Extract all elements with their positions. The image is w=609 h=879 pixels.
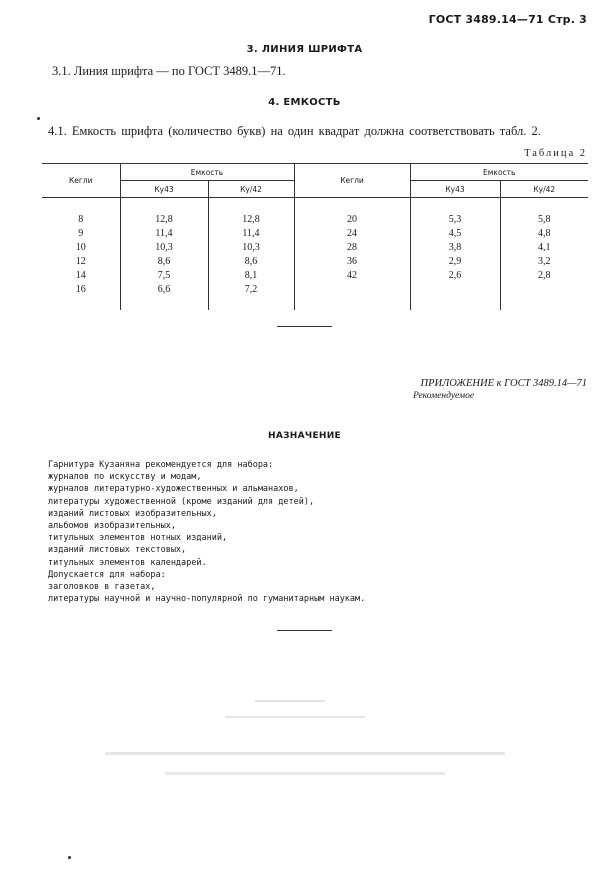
- separator-rule-2: [277, 630, 332, 631]
- separator-rule: [277, 326, 332, 327]
- table-row: 12 8,6 8,6 36 2,9 3,2: [42, 254, 588, 268]
- list-item: Гарнитура Кузаняна рекомендуется для набора:: [48, 460, 274, 470]
- list-item: заголовков в газетах,: [48, 582, 156, 593]
- dot-mark: [37, 117, 40, 120]
- appendix-subtitle: Рекомендуемое: [413, 391, 475, 401]
- col-header-emkost-right: Емкость: [410, 164, 588, 181]
- list-item: литературы художественной (кроме изданий для детей),: [48, 496, 315, 507]
- table-row: 16 6,6 7,2: [42, 282, 588, 296]
- list-item: Допускается для набора:: [48, 569, 166, 580]
- list-item: изданий листовых текстовых,: [48, 545, 187, 556]
- table-row: 9 11,4 11,4 24 4,5 4,8: [42, 226, 588, 240]
- list-item: журналов по искусству и модам,: [48, 472, 202, 483]
- list-item: титульных элементов нотных изданий,: [48, 533, 228, 544]
- col-header-ky43-right: Ку43: [410, 181, 500, 198]
- col-header-ky42-right: Ку/42: [500, 181, 588, 198]
- col-header-ky42-left: Ку/42: [208, 181, 294, 198]
- table-caption: Таблица 2: [524, 148, 587, 159]
- appendix-heading: НАЗНАЧЕНИЕ: [267, 431, 342, 441]
- purpose-list: [48, 459, 365, 605]
- section-3-text: 3.1. Линия шрифта — по ГОСТ 3489.1—71.: [52, 64, 286, 78]
- page-header: ГОСТ 3489.14—71 Стр. 3: [428, 13, 587, 26]
- capacity-table: [42, 163, 588, 310]
- table-row: 14 7,5 8,1 42 2,6 2,8: [42, 268, 588, 282]
- section-4-text: 4.1. Емкость шрифта (количество букв) на один квадрат должна соответствовать табл. 2.: [48, 124, 541, 138]
- dot-mark-2: [68, 856, 71, 859]
- col-header-kegli-left: Кегли: [42, 164, 120, 198]
- col-header-ky43-left: Ку43: [120, 181, 208, 198]
- table-row: 8 12,8 12,8 20 5,3 5,8: [42, 212, 588, 226]
- table-row: 10 10,3 10,3 28 3,8 4,1: [42, 240, 588, 254]
- list-item: журналов литературно-художественных и альманахов,: [48, 484, 299, 495]
- section-3-title: 3. ЛИНИЯ ШРИФТА: [246, 44, 363, 55]
- list-item: литературы научной и научно-популярной по гуманитарным наукам.: [48, 594, 366, 605]
- appendix-title: ПРИЛОЖЕНИЕ к ГОСТ 3489.14—71: [420, 378, 587, 389]
- col-header-emkost-left: Емкость: [120, 164, 294, 181]
- col-header-kegli-right: Кегли: [294, 164, 410, 198]
- list-item: альбомов изобразительных,: [48, 521, 176, 532]
- list-item: титульных элементов календарей.: [48, 557, 207, 568]
- section-4-title: 4. ЕМКОСТЬ: [268, 97, 341, 108]
- faint-imprint: [105, 700, 505, 790]
- list-item: изданий листовых изобразительных,: [48, 508, 217, 519]
